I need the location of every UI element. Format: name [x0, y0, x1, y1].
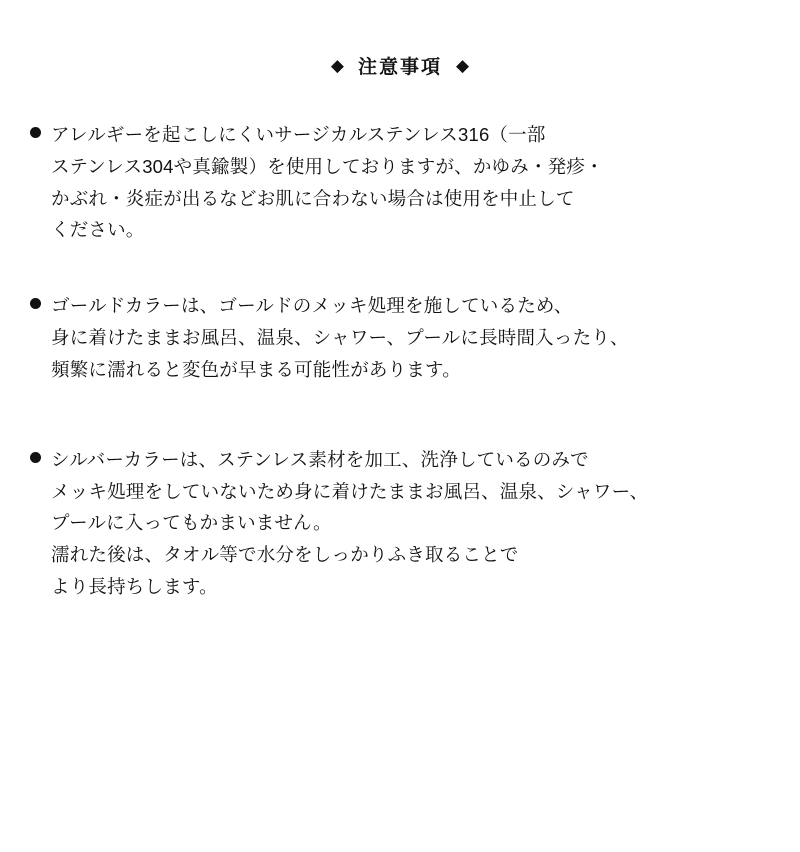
notice-text-block: [51, 290, 766, 385]
diamond-right-icon: ◆: [456, 56, 470, 75]
notice-line: ゴールドカラーは、ゴールドのメッキ処理を施しているため、: [51, 295, 573, 317]
notice-page: [0, 52, 800, 852]
notice-text-block: [51, 119, 766, 246]
diamond-left-icon: ◆: [330, 56, 344, 75]
notice-line: メッキ処理をしていないため身に着けたままお風呂、温泉、シャワー、: [51, 480, 649, 502]
notice-line: より長持ちします。: [51, 575, 218, 597]
page-title: 注意事項: [357, 57, 442, 78]
notice-line: アレルギーを起こしにくいサージカルステンレス316（一部: [51, 124, 546, 145]
list-item: [30, 119, 766, 246]
notice-line: 身に着けたままお風呂、温泉、シャワー、プールに長時間入ったり、: [51, 327, 629, 349]
notice-line: ステンレス304や真鍮製）を使用しておりますが、かゆみ・発疹・: [51, 155, 604, 177]
notice-line: シルバーカラーは、ステンレス素材を加工、洗浄しているのみで: [51, 448, 589, 470]
page-title-row: [0, 52, 800, 79]
notice-line: プールに入ってもかまいません。: [51, 512, 332, 534]
bullet-icon: [30, 298, 41, 309]
bullet-icon: [30, 452, 41, 463]
notice-text-block: [51, 444, 766, 603]
list-item: [30, 290, 766, 385]
notice-line: ください。: [51, 219, 145, 241]
notice-line: 濡れた後は、タオル等で水分をしっかりふき取ることで: [51, 544, 519, 566]
bullet-icon: [30, 127, 41, 138]
notice-line: 頻繁に濡れると変色が早まる可能性があります。: [51, 358, 461, 380]
notice-line: かぶれ・炎症が出るなどお肌に合わない場合は使用を中止して: [51, 187, 575, 209]
notice-list: [0, 119, 800, 603]
list-item: [30, 444, 766, 603]
